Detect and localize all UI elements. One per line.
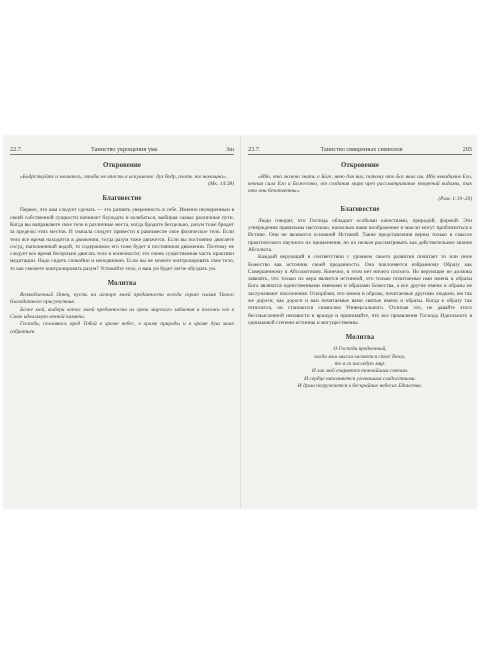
right-revelation-heading: Откровение	[340, 162, 380, 169]
right-prayer-heading: Молитва	[345, 334, 375, 342]
left-prayer-line: Возлюбленный Отец, пусть на алтаре моей преданности всегда горит пламя Твоего благодатного присутствия.	[10, 292, 234, 306]
right-running-header	[248, 146, 472, 155]
right-page	[248, 146, 472, 502]
right-date: 23.7.	[248, 146, 261, 153]
left-prayer-heading: Молитва	[107, 280, 137, 288]
left-page-number: 3ш	[226, 146, 234, 153]
left-gospel-text: Первое, что вам следует сделать — это развить уверенность в себе. Именно неуверенным в своей собственной сущности начинает блуждать и колебаться, выбирая самые различные пути. Когда вы направляете свое тело в различные места, когда бродите бесцельно, разум тоже бродит за пределы этих местов. И сначала следует привести в равновесие свое физическое тело. Если тело все время находится в движении, тогда разум тоже движется. Если вы постоянно двигаете сосуд, наполненный водой, то содержимое его тоже будет в постоянном движении. Поэтому не следует все время бесцельно двигать тело и конечности; это очень существенная часть практики медитации. Надо сидеть спокойно и неподвижно. Если вы не можете контролировать свое тело, то как сможете контролировать разум? Успокойте тело, и ваш ум будет легче обуздать ум.	[10, 207, 234, 272]
left-header-title: Таинство укрощения ума	[91, 146, 158, 153]
right-gospel-heading: Благовестие	[340, 205, 380, 213]
right-revelation-reference: (Рим. 1:19–20)	[438, 195, 472, 202]
left-date: 22.7.	[10, 146, 23, 153]
poem-line: И сердце наполняется уголчашим сладостными.	[304, 375, 416, 382]
right-page-number: 205	[462, 146, 472, 153]
left-revelation-heading: Откровение	[102, 162, 142, 169]
poem-line: И душа погружается в бескрайних небесах Единства.	[297, 383, 423, 390]
poem-line: то я ги наследую мир.	[334, 361, 386, 368]
right-gospel-paragraph: Люди говорят, что Господь обладает особыми качествами, природой, формой. Эти утверждения правильны настолько, насколько ваше воображение и мысли могут приблизиться к Истине. Они не являются основной Истиной. Такие представления верны только в смысле практического научного их применения, но их нельзя рассматривать как действительное знание Абсолюта.	[248, 217, 472, 253]
poem-line: И лик мой озаряется тончайшим светом.	[311, 368, 409, 375]
left-prayer-line: Господи, склоняюсь пред Тобой в храме небес, в храме природы и в храме душ моих собратьев.	[10, 321, 234, 335]
book-gutter	[240, 136, 241, 508]
right-gospel-paragraph: Каждый верующий в соответствии с уровнем своего развития почитает то или иное Божество как источник своей преданности. Она поклоняется избранному Образу как Совершенному в Абсолютному. Конечно, в этом нет ничего плохого. Но верующие не должны заявлять, что только их вера является истинной, что только почитаемые ими имена и образы Бога являются единственными именами и образами Божества, а все другие имена и образы не заслуживают поклонения. Оскорбляя, что имена и образы, почитаемые другими людьми, им так же дороги, как дороги и вам почитаемые вами святые имена и образы. Когда к образу так относятся, он становится символом Универсального. Отличая это, не давайте этого бессмысленной ненависти в вражде и принимайте, что все проявления Господа Идеального в одинаковой степени истинны и могущественны.	[248, 254, 472, 326]
left-revelation-quote: «Бодрствуйте и молитесь, чтобы не впасть в искушение: дух бодр, плоть же немощна».	[20, 174, 228, 180]
left-prayer-line: Боже мой, выбери лотос моей преданности из грязи мирского забвения и положи его в Свою идеальную вечной памяти.	[10, 306, 234, 320]
left-running-header	[10, 146, 234, 155]
left-revelation-reference: (Мк. 14:38)	[208, 181, 234, 188]
left-page	[10, 146, 234, 502]
poem-line: О Господи предвечный,	[333, 346, 387, 353]
right-revelation-quote: «Ибо, что можно знать о Боге, явно для них, потому что Бог явил им. Ибо невидимое Его, вечная сила Его и Божество, от создания мира чрез рассматривание творений видимы, так что они безответны».	[248, 174, 472, 195]
left-gospel-heading: Благовестие	[102, 195, 142, 203]
right-header-title: Таинство священных символов	[320, 146, 403, 153]
right-prayer-poem	[248, 346, 472, 390]
poem-line: когда мои мысли касаются стоп Твоих,	[314, 353, 406, 360]
